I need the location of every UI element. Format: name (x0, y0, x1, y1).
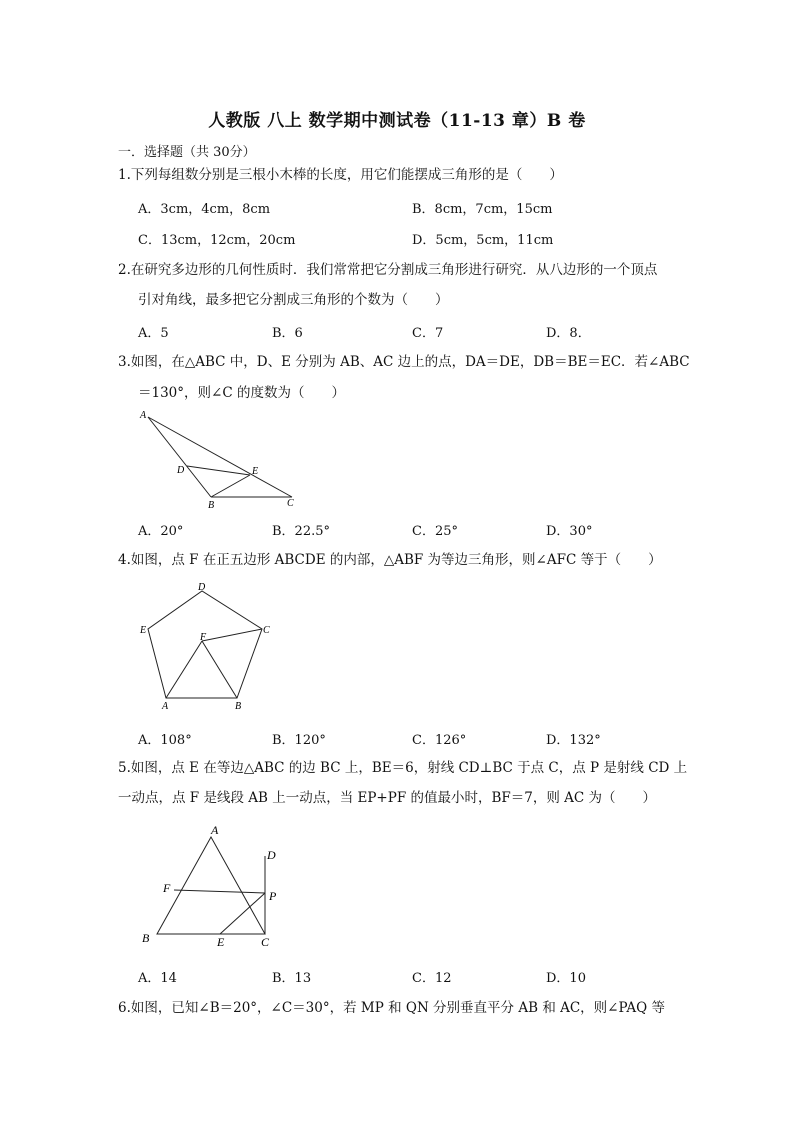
segment-fp (174, 890, 265, 893)
question-2-option-a: A．5 (138, 326, 169, 341)
question-4-option-a: A．108° (138, 733, 192, 748)
label-b: B (208, 500, 215, 511)
label-b: B (142, 931, 150, 945)
question-3-option-b: B．22.5° (272, 524, 330, 539)
question-3-option-a: A．20° (138, 524, 184, 539)
section-heading: 一．选择题（共 30分） (118, 145, 256, 160)
label-e: E (217, 935, 225, 949)
segment-ep (220, 893, 265, 934)
question-2-stem-line-2: 引对角线，最多把它分割成三角形的个数为（ ） (138, 292, 449, 308)
triangle-abc (157, 837, 265, 934)
label-d: D (267, 848, 276, 862)
question-4-figure (135, 580, 285, 712)
page-title: 人教版 八上 数学期中测试卷（11-13 章）B 卷 (208, 111, 586, 131)
question-3-stem-line-1: 3.如图，在△ABC 中，D、E 分别为 AB、AC 边上的点，DA＝DE，DB＝BE＝EC．若∠ABC (118, 354, 690, 370)
label-e: E (140, 625, 147, 636)
segment-de (187, 466, 250, 475)
question-2-option-d: D．8． (546, 326, 591, 341)
segment-be (211, 475, 250, 497)
question-3-option-d: D．30° (546, 524, 593, 539)
segment-ac (148, 417, 292, 497)
question-1-option-d: D．5cm，5cm，11cm (412, 233, 554, 248)
segment-ab (148, 417, 211, 497)
label-b: B (235, 701, 242, 712)
segment-bf (202, 641, 237, 698)
label-e: E (252, 466, 259, 477)
question-3-figure (135, 405, 305, 513)
question-1-stem: 1.下列每组数分别是三根小木棒的长度，用它们能摆成三角形的是（ ） (118, 167, 563, 183)
label-a: A (140, 410, 147, 421)
label-c: C (261, 935, 270, 949)
question-3-stem-line-2: ＝130°，则∠C 的度数为（ ） (138, 385, 345, 401)
label-a: A (211, 823, 219, 837)
question-1-option-b: B．8cm，7cm，15cm (412, 202, 553, 217)
label-d: D (177, 465, 185, 476)
label-p: P (269, 889, 277, 903)
label-f: F (200, 632, 207, 643)
question-5-option-a: A．14 (138, 971, 177, 986)
question-6-stem: 6.如图，已知∠B＝20°，∠C＝30°，若 MP 和 QN 分别垂直平分 AB 和 AC，则∠PAQ 等 (118, 1000, 665, 1016)
segment-af (166, 641, 202, 698)
label-c: C (263, 625, 270, 636)
label-a: A (162, 701, 169, 712)
question-5-option-b: B．13 (272, 971, 312, 986)
question-5-stem-line-1: 5.如图，点 E 在等边△ABC 的边 BC 上，BE＝6，射线 CD⊥BC 于点 C，点 P 是射线 CD 上 (118, 760, 688, 776)
question-4-option-b: B．120° (272, 733, 326, 748)
question-5-option-d: D．10 (546, 971, 586, 986)
question-4-stem: 4.如图，点 F 在正五边形 ABCDE 的内部，△ABF 为等边三角形，则∠AFC 等于（ ） (118, 552, 662, 568)
question-3-option-c: C．25° (412, 524, 458, 539)
pentagon-abcde (148, 591, 262, 698)
question-5-option-c: C．12 (412, 971, 452, 986)
question-4-option-c: C．126° (412, 733, 467, 748)
question-4-option-d: D．132° (546, 733, 601, 748)
question-2-option-c: C．7 (412, 326, 444, 341)
question-5-stem-line-2: 一动点，点 F 是线段 AB 上一动点，当 EP+PF 的值最小时，BF＝7，则 AC 为（ ） (118, 790, 657, 806)
question-1-option-a: A．3cm，4cm，8cm (138, 202, 271, 217)
label-f: F (163, 881, 171, 895)
question-5-figure (135, 820, 290, 952)
segment-fc (202, 629, 262, 641)
label-d: D (198, 582, 206, 593)
question-2-option-b: B．6 (272, 326, 303, 341)
question-1-option-c: C．13cm，12cm，20cm (138, 233, 296, 248)
question-2-stem-line-1: 2.在研究多边形的几何性质时．我们常常把它分割成三角形进行研究．从八边形的一个顶点 (118, 262, 658, 278)
label-c: C (287, 498, 294, 509)
